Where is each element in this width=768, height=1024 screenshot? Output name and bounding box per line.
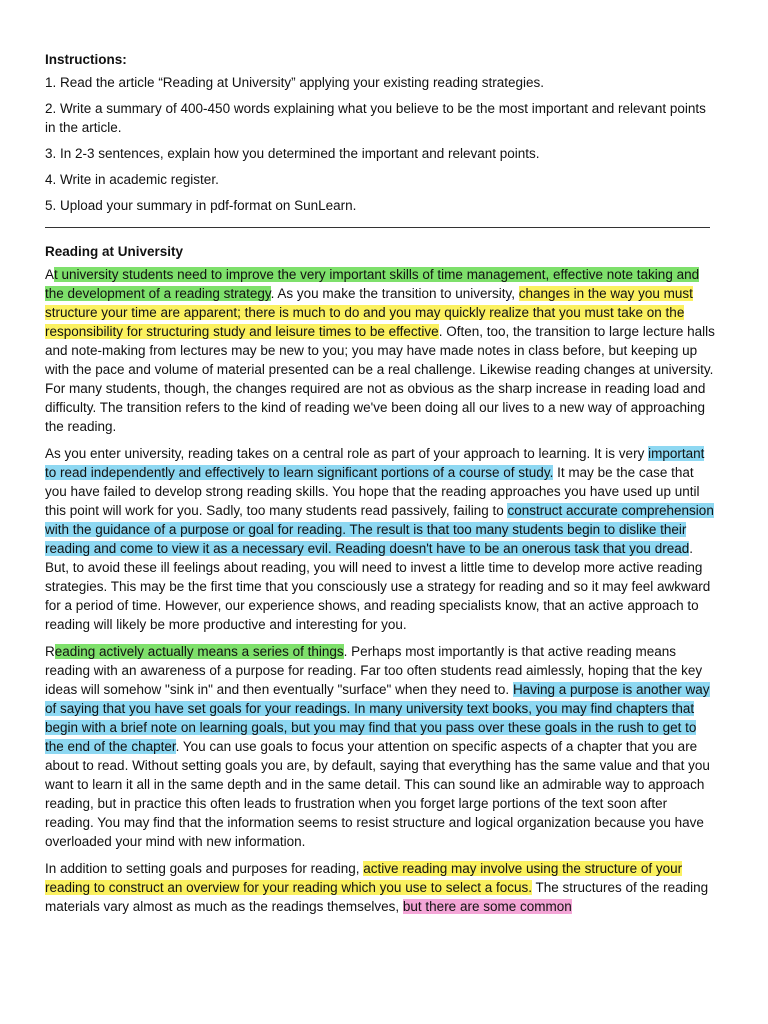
highlight-pink: but there are some common [402, 899, 572, 914]
paragraph-text: . But, to avoid these ill feelings about reading, you will need to invest a little time to develop more active reading strategies. This may be the first time that you consciously use a strategy for reading and so it may feel awkward for a period of time. However, our experience shows, and reading specialists know, that an active approach to reading will likely be more productive and interesting for you. [45, 541, 711, 632]
paragraph-text: It may be the case that you have failed to develop strong reading skills. You hope that the reading approaches you have used up until this point will work for you. Sadly, too many students read passively, failing to [45, 465, 700, 518]
paragraph-text: R [45, 644, 55, 659]
highlight-blue: construct accurate comprehension with the guidance of a purpose or goal for reading. The result is that too many students begin to dislike their reading and come to view it as a necessary evil. Reading doesn't have to be an onerous task that you dread [45, 503, 714, 556]
highlight-blue: Having a purpose is another way of saying that you have set goals for your readings. In many university text books, you may find chapters that begin with a brief note on learning goals, but you may find that you pass over these goals in the rush to get to the end of the chapter [45, 682, 710, 754]
paragraph-text: . As you make the transition to university, [270, 286, 519, 301]
highlight-green: eading actively actually means a series of things [54, 644, 344, 659]
article-body [45, 265, 718, 916]
instruction-item-2: 2. Write a summary of 400-450 words explaining what you believe to be the most important and relevant points in the article. [45, 101, 706, 135]
instruction-item-3: 3. In 2-3 sentences, explain how you determined the important and relevant points. [45, 146, 540, 161]
article-paragraph [45, 859, 718, 916]
highlight-yellow: changes in the way you must structure your time are apparent; there is much to do and you may quickly realize that you must take on the responsibility for structuring study and leisure times to be effective [45, 286, 693, 339]
paragraph-text: . You can use goals to focus your attention on specific aspects of a chapter that you are about to read. Without setting goals you are, by default, saying that everything has the same value and that you want to learn it all in the same depth and in the same detail. This can sound like an admirable way to approach reading, but in practice this often leads to frustration when you forget large portions of the text soon after reading. You may find that the information seems to resist structure and logical organization because you have overloaded your mind with new information. [45, 739, 710, 849]
instruction-item-4: 4. Write in academic register. [45, 172, 219, 187]
article [45, 244, 718, 916]
instructions-section [45, 52, 718, 215]
article-paragraph [45, 642, 718, 851]
highlight-yellow: active reading may involve using the structure of your reading to construct an overview for your reading which you use to select a focus. [45, 861, 683, 895]
paragraph-text: . Often, too, the transition to large lecture halls and note-making from lectures may be new to you; you may have made notes in class before, but keeping up with the pace and volume of material presented can be a real challenge. Likewise reading changes at university. For many students, though, the changes required are not as obvious as the sharp increase in reading load and difficulty. The transition refers to the kind of reading we've been doing all our lives to a new way of approaching the reading. [45, 324, 715, 434]
highlight-blue: important to read independently and effectively to learn significant portions of a course of study. [45, 446, 705, 480]
article-paragraph [45, 444, 718, 634]
paragraph-text: A [45, 267, 55, 282]
paragraph-text: . Perhaps most importantly is that active reading means reading with an awareness of a purpose for reading. Far too often students read aimlessly, hoping that the key ideas will somehow "sink in" and then eventually "surface" when they need to. [45, 644, 703, 697]
highlight-green: t university students need to improve the very important skills of time management, effective note taking and the development of a reading strategy [45, 267, 700, 301]
paragraph-text: The structures of the reading materials vary almost as much as the readings themselves, [45, 880, 709, 914]
section-divider [45, 227, 710, 228]
article-paragraph [45, 265, 718, 436]
instructions-heading: Instructions: [45, 52, 127, 67]
paragraph-text: In addition to setting goals and purposes for reading, [45, 861, 364, 876]
article-title: Reading at University [45, 244, 184, 259]
instruction-item-5: 5. Upload your summary in pdf-format on SunLearn. [45, 198, 357, 213]
paragraph-text: As you enter university, reading takes on a central role as part of your approach to learning. It is very [45, 446, 649, 461]
instruction-item-1: 1. Read the article “Reading at University” applying your existing reading strategies. [45, 75, 545, 90]
